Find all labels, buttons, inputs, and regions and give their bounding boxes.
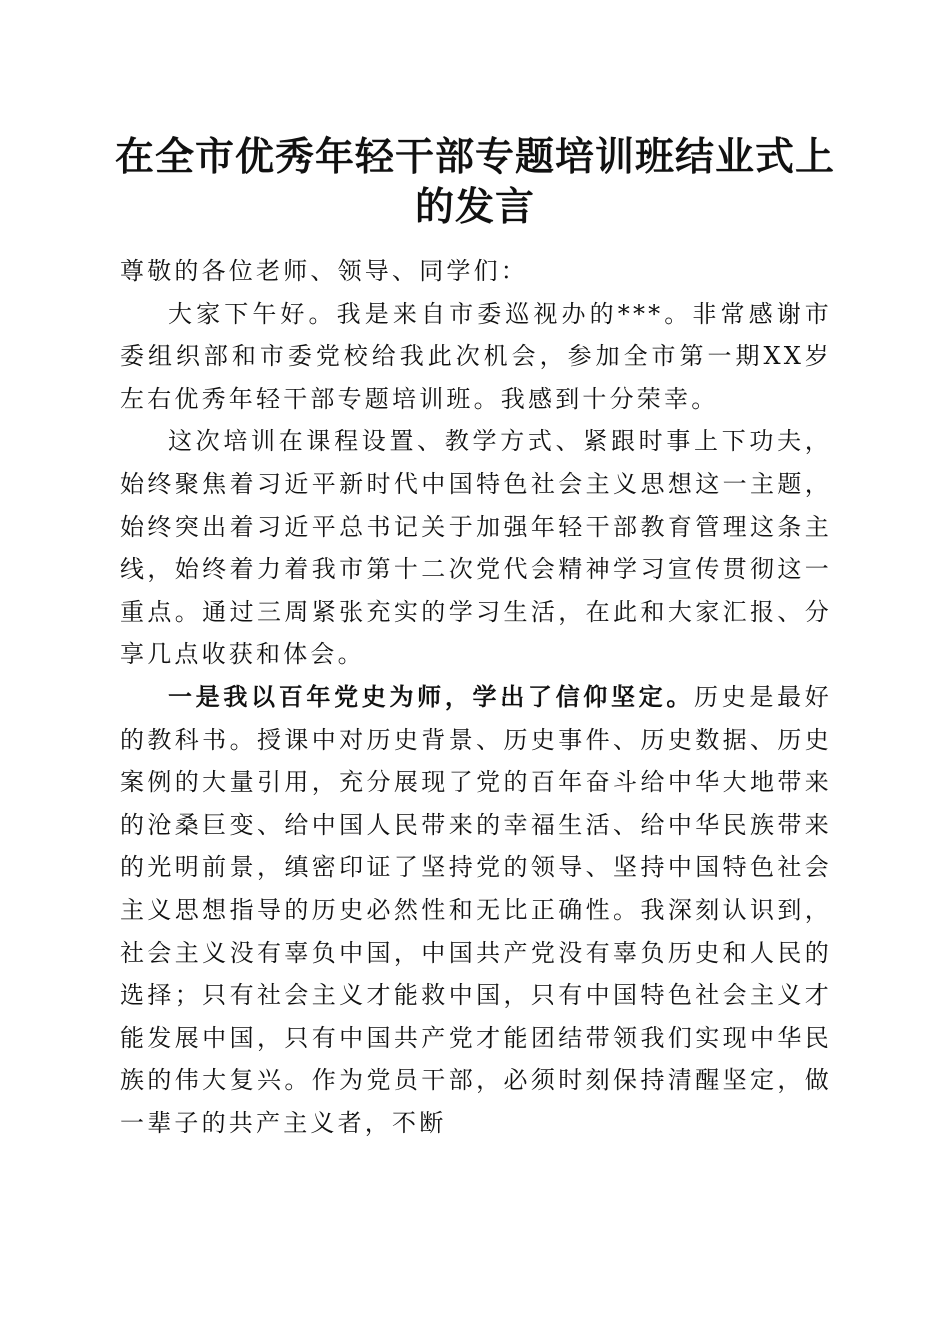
paragraph-text: 这次培训在课程设置、教学方式、紧跟时事上下功夫，始终聚焦着习近平新时代中国特色社会主义思想这一主题，始终突出着习近平总书记关于加强年轻干部教育管理这条主线，始终着力着我市第十二次党代会精神学习宣传贯彻这一重点。通过三周紧张充实的学习生活，在此和大家汇报、分享几点收获和体会。 (120, 427, 832, 669)
document-body (120, 250, 832, 1144)
paragraph-text: 历史是最好的教科书。授课中对历史背景、历史事件、历史数据、历史案例的大量引用，充分展现了党的百年奋斗给中华大地带来的沧桑巨变、给中国人民带来的幸福生活、给中华民族带来的光明前景，缜密印证了坚持党的领导、坚持中国特色社会主义思想指导的历史必然性和无比正确性。我深刻认识到，社会主义没有辜负中国，中国共产党没有辜负历史和人民的选择；只有社会主义才能救中国，只有中国特色社会主义才能发展中国，只有中国共产党才能团结带领我们实现中华民族的伟大复兴。作为党员干部，必须时刻保持清醒坚定，做一辈子的共产主义者，不断 (120, 682, 832, 1137)
paragraph-point-one (120, 676, 832, 1145)
paragraph-training-overview (120, 420, 832, 676)
paragraph-lead: 一是我以百年党史为师，学出了信仰坚定。 (168, 681, 695, 711)
document-title: 在全市优秀年轻干部专题培训班结业式上的发言 (114, 134, 835, 230)
salutation: 尊敬的各位老师、领导、同学们： (120, 257, 528, 285)
paragraph-text: 大家下午好。我是来自市委巡视办的***。非常感谢市委组织部和市委党校给我此次机会，参加全市第一期XX岁左右优秀年轻干部专题培训班。我感到十分荣幸。 (120, 299, 832, 413)
paragraph-greeting (120, 293, 832, 421)
